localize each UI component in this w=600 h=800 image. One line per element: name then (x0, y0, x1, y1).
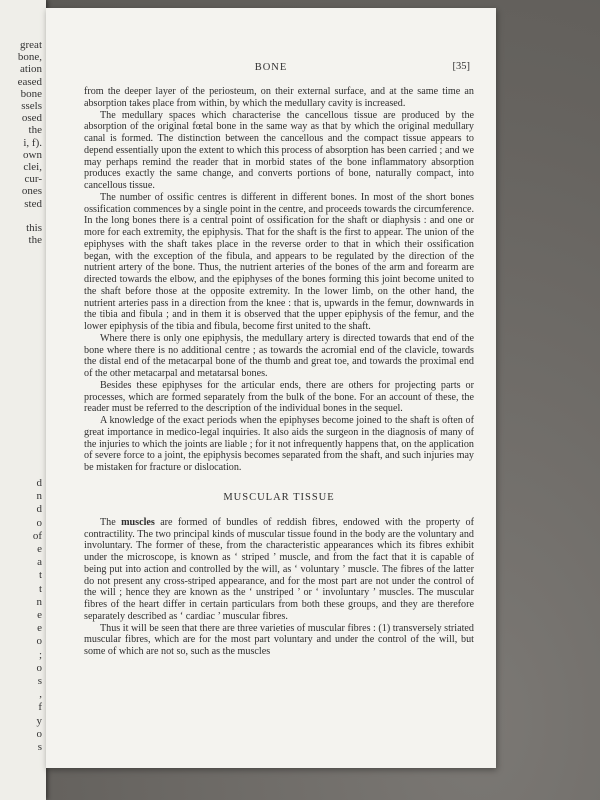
left-page-fragment: e (37, 622, 42, 635)
left-page-fragment: t (38, 569, 42, 582)
left-page-fragment: i, f). (23, 136, 42, 149)
left-page-fragment: great (20, 39, 42, 51)
paragraph: The number of ossific centres is different in different bones. In most of the short bones ossification commences by a single point in the centre, and proceeds towards the circumference. In the long bones there is a central point of ossification for the shaft or diaphysis : and one or more for each extremity, the epiphysis. That for the shaft is the first to appear. The union of the epiphyses with the shaft takes place in the reverse order to that in which their ossification began, with the exception of the fibula, and appears to be regulated by the direction of the nutrient artery of the bone. Thus, the nutrient arteries of the bones of the arm and forearm are directed towards the elbow, and the epiphyses of the bones forming this joint become united to the shaft before those at the opposite extremity. In the lower limb, on the other hand, the nutrient arteries pass in a direction from the knee : that is, upwards in the femur, downwards in the tibia and fibula ; and in them it is observed that the upper epiphysis of the femur, and the lower epiphysis of the tibia and fibula, become first united to the shaft. (84, 191, 474, 332)
left-page-fragment: the (28, 234, 42, 247)
paragraph-rest: are formed of bundles of reddish fibres, endowed with the property of contractility. The two principal kinds of muscular tissue found in the body are the voluntary and involuntary. The former of these, from the characteristic appearances which its fibres exhibit under the microscope, is known as ‘ striped ’ muscle, and from the fact that it is capable of being put into action and controlled by the will, as ‘ voluntary ’ muscle. The fibres of the latter do not present any cross-striped appearance, and for the most part are not under the control of the will ; hence they are known as the ‘ unstriped ’ or ‘ involuntary ’ muscles. The muscular fibres of the heart differ in certain particulars from both these groups, and they are therefore separately described as ‘ cardiac ’ muscular fibres. (84, 516, 474, 622)
left-page-fragment: o (36, 661, 42, 674)
paragraph-lead: The (100, 516, 122, 528)
paragraph: Where there is only one epiphysis, the medullary artery is directed towards that end of the bone where there is no additional centre ; as towards the acromial end of the clavicle, towards the distal end of the metacarpal bone of the thumb and great toe, and towards the proximal end of the other metacarpal and metatarsal bones. (84, 332, 474, 379)
paragraph: A knowledge of the exact periods when the epiphyses become joined to the shaft is often of great importance in medico-legal inquiries. It also aids the surgeon in the diagnosis of many of the injuries to which the joints are liable ; for it not infrequently happens that, on the application of severe force to a joint, the epiphysis becomes separated from the shaft, and such injuries may be mistaken for fracture or dislocation. (84, 415, 474, 473)
left-page-fragment: cur- (24, 173, 42, 186)
left-page-fragment: o (36, 635, 42, 648)
bold-term: muscles (121, 516, 155, 528)
left-page-fragment: o (36, 727, 42, 740)
left-page-fragment: y (36, 714, 42, 727)
paragraph: Thus it will be seen that there are three varieties of muscular fibres : (1) transversely striated muscular fibres, which are for the most part voluntary and under the control of the will, but some of which are not so, such as the muscles (84, 622, 474, 657)
left-page-fragment: bone, (17, 51, 42, 64)
left-page-fragment: of (32, 529, 42, 542)
left-page-fragment: eased (17, 75, 42, 88)
left-page-fragment: d (36, 477, 42, 489)
section-heading: MUSCULAR TISSUE (223, 491, 335, 503)
paragraph (84, 517, 474, 623)
left-page-fragment: sted (24, 197, 42, 210)
running-head: BONE (254, 62, 288, 73)
left-page-fragment: bone (20, 87, 42, 100)
body-text (84, 86, 474, 658)
left-page-fragment: s (37, 675, 42, 687)
left-page-fragment: f (38, 701, 42, 714)
left-page-fragment: e (37, 609, 42, 621)
left-page-fragment: the (28, 124, 42, 137)
left-page-fragment: ; (38, 648, 42, 661)
left-page-fragment: clei, (23, 161, 42, 173)
left-page-fragment: osed (21, 112, 42, 125)
left-page-fragment: t (38, 582, 42, 595)
left-page-fragment: s (37, 741, 42, 753)
left-page-fragment: o (36, 516, 42, 529)
paragraph: from the deeper layer of the periosteum, on their external surface, and at the same time an absorption takes place from within, by which the medullary cavity is increased. (84, 86, 474, 109)
left-page-fragment: n (36, 490, 42, 503)
left-page-fragment: d (36, 503, 42, 516)
left-page-fragment: ones (21, 185, 42, 198)
paragraph: The medullary spaces which characterise the cancellous tissue are produced by the absorption of the original fœtal bone in the same way as that by which the original medullary canal is formed. The distinction between the cancellous and the compact tissue appears to depend essentially upon the extent to which this process of absorption has been carried ; and we may perhaps remind the reader that in morbid states of the bone inflammatory absorption produces exactly the same change, and converts portions of bone, naturally compact, into cancellous tissue. (84, 109, 474, 191)
left-page-fragment: e (37, 543, 42, 555)
left-page-fragment: ation (20, 63, 42, 76)
page-number: [35] (452, 61, 470, 72)
left-page-fragment: a (37, 556, 42, 569)
left-page-fragment: , (39, 688, 42, 701)
left-page-fragment: own (23, 148, 42, 161)
left-page-fragment: ssels (21, 100, 42, 112)
left-page-edge (0, 0, 46, 800)
left-page-fragment: n (36, 595, 42, 608)
book-page (46, 8, 496, 768)
paragraph: Besides these epiphyses for the articular ends, there are others for projecting parts or processes, which are formed separately from the bulk of the bone. For an account of these, the reader must be referred to the description of the individual bones in the sequel. (84, 379, 474, 415)
left-page-fragment: this (26, 222, 42, 234)
